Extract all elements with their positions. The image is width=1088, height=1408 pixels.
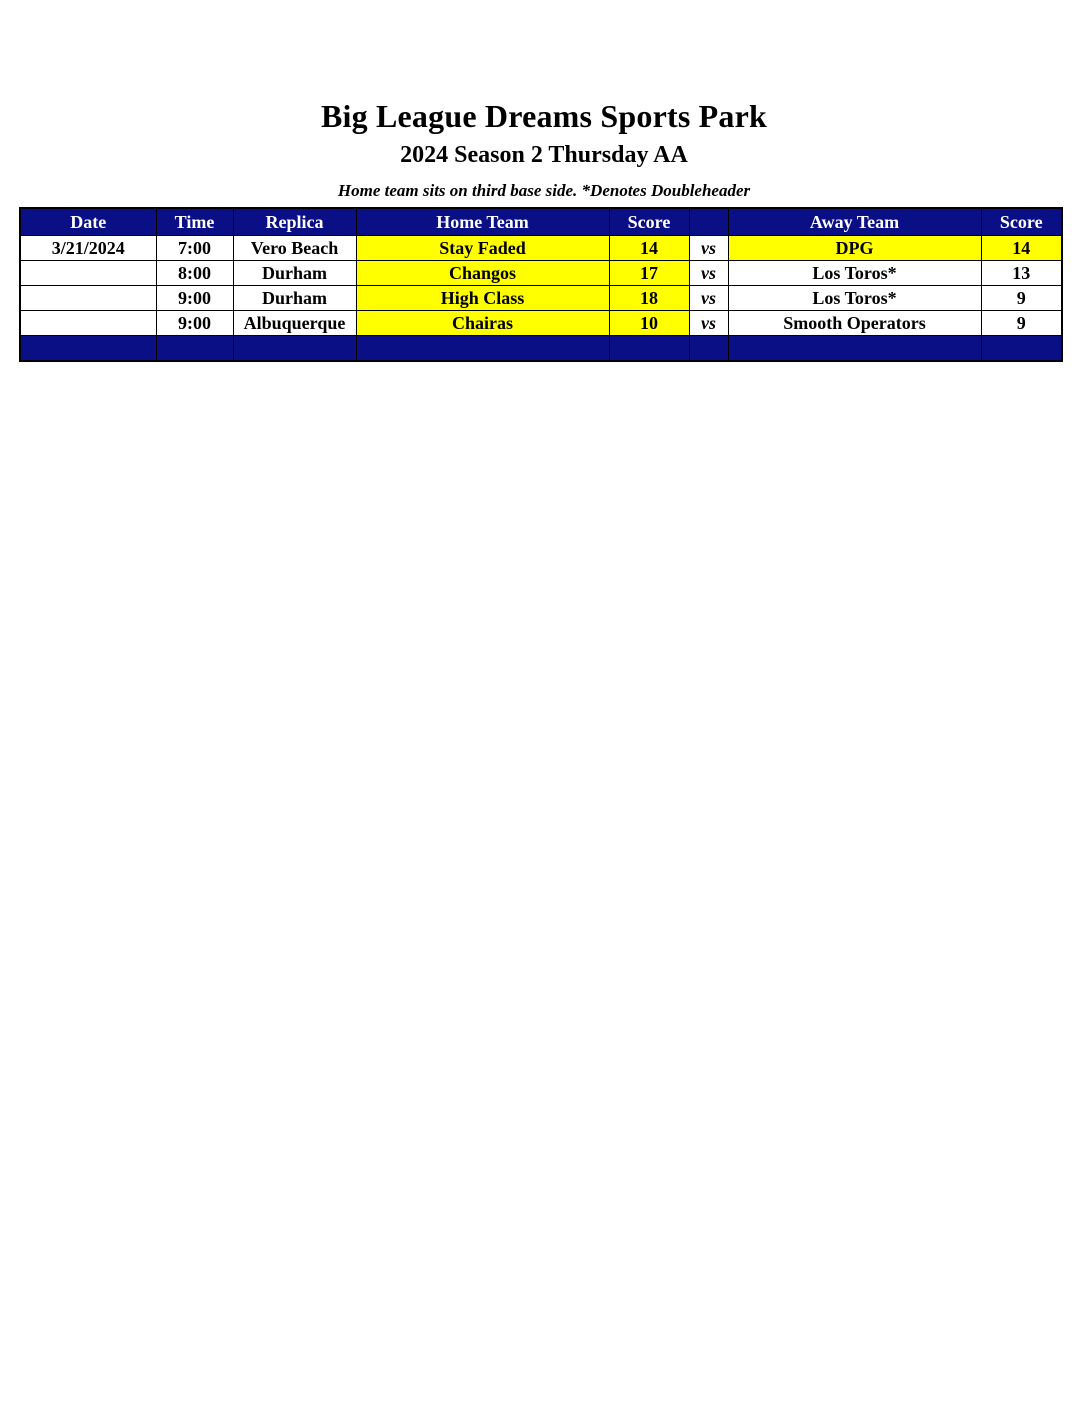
page-title: Big League Dreams Sports Park — [320, 98, 768, 134]
footer-cell — [20, 336, 156, 362]
table-footer-row — [20, 336, 1062, 362]
table-row — [20, 236, 1062, 261]
vs-cell: vs — [689, 311, 728, 336]
time-cell: 9:00 — [156, 311, 233, 336]
column-header-away-score: Score — [981, 208, 1062, 236]
replica-cell: Durham — [233, 286, 356, 311]
footer-cell — [356, 336, 609, 362]
away-team-cell: Los Toros* — [728, 286, 981, 311]
column-header-away-team: Away Team — [728, 208, 981, 236]
column-header-time: Time — [156, 208, 233, 236]
footer-cell — [728, 336, 981, 362]
home-team-cell: High Class — [356, 286, 609, 311]
column-header-vs — [689, 208, 728, 236]
table-row — [20, 261, 1062, 286]
away-score-cell: 9 — [981, 286, 1062, 311]
time-cell: 9:00 — [156, 286, 233, 311]
replica-cell: Durham — [233, 261, 356, 286]
home-score-cell: 14 — [609, 236, 689, 261]
date-cell — [20, 261, 156, 286]
footer-cell — [981, 336, 1062, 362]
home-score-cell: 17 — [609, 261, 689, 286]
vs-cell: vs — [689, 261, 728, 286]
doubleheader-note: Home team sits on third base side. *Denotes Doubleheader — [337, 181, 751, 200]
away-team-cell: Smooth Operators — [728, 311, 981, 336]
footer-cell — [156, 336, 233, 362]
vs-cell: vs — [689, 286, 728, 311]
page-subtitle: 2024 Season 2 Thursday AA — [400, 142, 688, 168]
date-cell — [20, 286, 156, 311]
table-row — [20, 286, 1062, 311]
away-score-cell: 9 — [981, 311, 1062, 336]
home-score-cell: 18 — [609, 286, 689, 311]
time-cell: 7:00 — [156, 236, 233, 261]
date-cell — [20, 311, 156, 336]
time-cell: 8:00 — [156, 261, 233, 286]
replica-cell: Albuquerque — [233, 311, 356, 336]
away-score-cell: 13 — [981, 261, 1062, 286]
home-score-cell: 10 — [609, 311, 689, 336]
table-row — [20, 311, 1062, 336]
column-header-home-score: Score — [609, 208, 689, 236]
column-header-replica: Replica — [233, 208, 356, 236]
away-team-cell: DPG — [728, 236, 981, 261]
away-score-cell: 14 — [981, 236, 1062, 261]
schedule-table — [19, 207, 1063, 362]
date-cell: 3/21/2024 — [20, 236, 156, 261]
footer-cell — [609, 336, 689, 362]
column-header-home-team: Home Team — [356, 208, 609, 236]
column-header-date: Date — [20, 208, 156, 236]
vs-cell: vs — [689, 236, 728, 261]
home-team-cell: Stay Faded — [356, 236, 609, 261]
away-team-cell: Los Toros* — [728, 261, 981, 286]
replica-cell: Vero Beach — [233, 236, 356, 261]
table-header-row — [20, 208, 1062, 236]
footer-cell — [233, 336, 356, 362]
footer-cell — [689, 336, 728, 362]
home-team-cell: Chairas — [356, 311, 609, 336]
home-team-cell: Changos — [356, 261, 609, 286]
